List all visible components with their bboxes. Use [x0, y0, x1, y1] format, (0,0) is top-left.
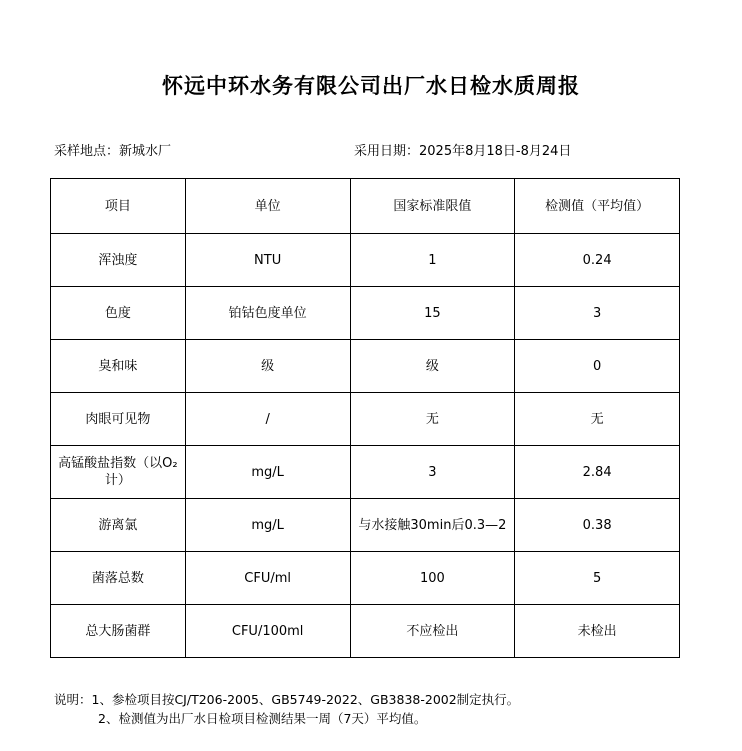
- table-row: [51, 287, 680, 340]
- row-value: 0.38: [515, 499, 680, 552]
- row-unit: NTU: [185, 234, 350, 287]
- row-limit: 100: [350, 552, 515, 605]
- row-limit: 级: [350, 340, 515, 393]
- header-unit: 单位: [185, 179, 350, 234]
- row-value: 5: [515, 552, 680, 605]
- row-value: 2.84: [515, 446, 680, 499]
- row-item: 总大肠菌群: [51, 605, 186, 658]
- notes: [54, 690, 519, 728]
- report-title: 怀远中环水务有限公司出厂水日检水质周报: [162, 74, 580, 98]
- note-line-1: 说明：1、参检项目按CJ/T206-2005、GB5749-2022、GB3838-2002制定执行。: [54, 692, 520, 707]
- row-limit: 1: [350, 234, 515, 287]
- table-row: [51, 605, 680, 658]
- header-standard-limit: 国家标准限值: [350, 179, 515, 234]
- row-value: 未检出: [515, 605, 680, 658]
- row-unit: mg/L: [185, 499, 350, 552]
- row-limit: 3: [350, 446, 515, 499]
- row-value: 无: [515, 393, 680, 446]
- table-row: [51, 393, 680, 446]
- header-measured-value: 检测值（平均值）: [515, 179, 680, 234]
- table-header-row: [51, 179, 680, 234]
- row-value: 0.24: [515, 234, 680, 287]
- note-line-2: 2、检测值为出厂水日检项目检测结果一周（7天）平均值。: [98, 711, 427, 726]
- row-item: 菌落总数: [51, 552, 186, 605]
- table-row: [51, 234, 680, 287]
- row-limit: 与水接触30min后0.3—2: [350, 499, 515, 552]
- row-item: 肉眼可见物: [51, 393, 186, 446]
- row-unit: /: [185, 393, 350, 446]
- row-value: 0: [515, 340, 680, 393]
- table-row: [51, 499, 680, 552]
- table-row: [51, 552, 680, 605]
- row-limit: 无: [350, 393, 515, 446]
- row-value: 3: [515, 287, 680, 340]
- row-unit: CFU/ml: [185, 552, 350, 605]
- row-unit: 铂钴色度单位: [185, 287, 350, 340]
- row-unit: CFU/100ml: [185, 605, 350, 658]
- row-item: 臭和味: [51, 340, 186, 393]
- row-item: 游离氯: [51, 499, 186, 552]
- header-item: 项目: [51, 179, 186, 234]
- row-item: 色度: [51, 287, 186, 340]
- sampling-location: 采样地点：新城水厂: [54, 144, 172, 159]
- row-unit: mg/L: [185, 446, 350, 499]
- sampling-date: 采用日期：2025年8月18日-8月24日: [354, 144, 572, 159]
- row-limit: 不应检出: [350, 605, 515, 658]
- row-item: 高锰酸盐指数（以O₂计）: [51, 446, 186, 499]
- row-item: 浑浊度: [51, 234, 186, 287]
- water-quality-table: [50, 178, 680, 658]
- table-row: [51, 446, 680, 499]
- row-unit: 级: [185, 340, 350, 393]
- row-limit: 15: [350, 287, 515, 340]
- table-row: [51, 340, 680, 393]
